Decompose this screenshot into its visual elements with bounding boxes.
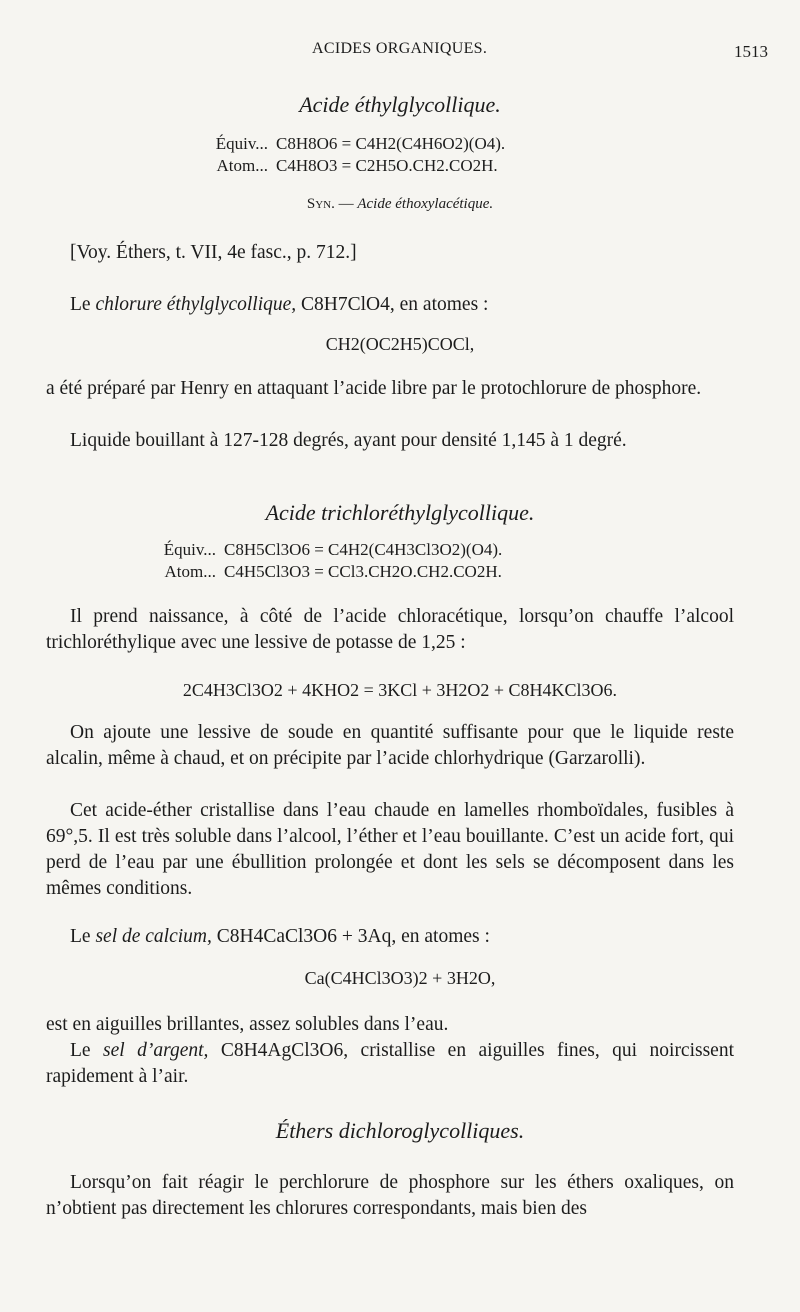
p7-rest: C8H4AgCl3O6, cristallise en aiguilles fines, qui noircissent rapidement à l’air. (46, 1040, 735, 1087)
paragraph-chlorure-intro (70, 292, 758, 318)
paragraph-naissance: Il prend naissance, à côté de l’acide chloracétique, lorsqu’on chauffe l’alcool trichloréthylique avec une lessive de potasse de 1,25 : (46, 606, 734, 653)
formula-chlorure: CH2(OC2H5)COCl, (325, 334, 475, 354)
atom-label-2: Atom... (164, 562, 216, 581)
atom-formula-text: C4H8O3 = C2H5O.CH2.CO2H. (276, 156, 498, 175)
p1-term: chlorure éthylglycollique, (95, 294, 297, 315)
equiv-label-2: Équiv... (163, 540, 216, 559)
p6-term: sel de calcium, (95, 926, 212, 947)
syn-text: Acide éthoxylacétique. (357, 196, 494, 212)
p1-rest: C8H7ClO4, en atomes : (301, 294, 489, 315)
paragraph-perchlorure: Lorsqu’on fait réagir le perchlorure de phosphore sur les éthers oxaliques, on n’obtient pas directement les chlorures correspondants, mais bien des (46, 1172, 734, 1219)
section-title-trichlorethylglycollique: Acide trichloréthylglycollique. (265, 500, 535, 525)
paragraph-calcium-cont: est en aiguilles brillantes, assez solubles dans l’eau. (46, 1014, 449, 1035)
p6-rest: C8H4CaCl3O6 + 3Aq, en atomes : (216, 926, 490, 947)
equiv-label: Équiv... (215, 134, 268, 153)
paragraph-chlorure-cont: a été préparé par Henry en attaquant l’acide libre par le protochlorure de phosphore. (46, 378, 702, 399)
paragraph-liquide: Liquide bouillant à 127-128 degrés, ayant pour densité 1,145 à 1 degré. (70, 430, 627, 451)
p7-start: Le (70, 1040, 91, 1061)
page-number: 1513 (734, 42, 768, 61)
running-header: ACIDES ORGANIQUES. (312, 40, 488, 57)
paragraph-calcium-intro (70, 924, 758, 950)
equiv-formula-text: C8H8O6 = C4H2(C4H6O2)(O4). (276, 134, 506, 153)
p6-start: Le (70, 926, 91, 947)
formula-calcium: Ca(C4HCl3O3)2 + 3H2O, (304, 968, 496, 988)
paragraph-soude: On ajoute une lessive de soude en quantité suffisante pour que le liquide reste alcalin, même à chaud, et on précipite par l’acide chlorhydrique (Garzarolli). (46, 722, 734, 769)
paragraph-cristallise: Cet acide-éther cristallise dans l’eau chaude en lamelles rhomboïdales, fusibles à 69°,5. Il est très soluble dans l’alcool, l’éther et l’eau bouillante. C’est un acide fort, qui perd de l’eau par une ébullition prolongée et dont les sels se décomposent dans les mêmes conditions. (46, 800, 734, 899)
atom-label: Atom... (216, 156, 268, 175)
equiv-formula-text-2: C8H5Cl3O6 = C4H2(C4H3Cl3O2)(O4). (224, 540, 503, 559)
equiv-formula-1 (188, 134, 505, 154)
reference-line: [Voy. Éthers, t. VII, 4e fasc., p. 712.] (70, 242, 357, 263)
p7-term: sel d’argent, (103, 1040, 209, 1061)
paragraph-argent (46, 1038, 734, 1090)
section-title-dichloroglycolliques: Éthers dichloroglycolliques. (275, 1118, 525, 1143)
syn-label: Syn. (306, 196, 335, 212)
equation-reaction: 2C4H3Cl3O2 + 4KHO2 = 3KCl + 3H2O2 + C8H4KCl3O6. (182, 680, 618, 700)
atom-formula-2 (136, 562, 502, 582)
equiv-formula-2 (136, 540, 502, 560)
p1-start: Le (70, 294, 91, 315)
atom-formula-text-2: C4H5Cl3O3 = CCl3.CH2O.CH2.CO2H. (224, 562, 502, 581)
synonym-line: Syn. — Acide éthoxylacétique. (306, 196, 494, 212)
atom-formula-1 (188, 156, 498, 176)
section-title-ethylglycollique: Acide éthylglycollique. (299, 92, 501, 117)
